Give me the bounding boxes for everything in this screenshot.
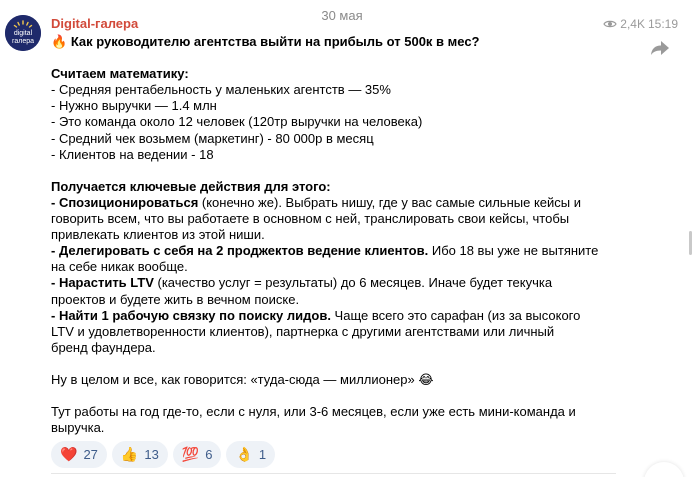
- action-2-line-2: на себе никак вообще.: [51, 259, 188, 275]
- action-3-rest: (качество услуг = результаты) до 6 месяцев. Иначе будет текучка: [153, 275, 553, 291]
- message-time: 15:19: [647, 17, 678, 31]
- action-4-bold: - Найти 1 рабочую связку по поиску лидов.: [51, 307, 331, 323]
- scroll-down-button[interactable]: [644, 462, 684, 477]
- reaction-count: 13: [144, 447, 159, 462]
- channel-avatar[interactable]: [5, 15, 41, 51]
- closing-text: Ну в целом и все, как говорится: «туда-сюда — миллионер»: [51, 371, 415, 387]
- avatar-logo-icon: [5, 15, 41, 51]
- reaction-heart[interactable]: [51, 441, 107, 468]
- avatar-text-1: digital: [13, 30, 33, 37]
- laughing-emoji: 😂: [418, 371, 434, 387]
- reaction-count: 27: [83, 447, 98, 462]
- final-line-1: Тут работы на год где-то, если с нуля, или 3-6 месяцев, если уже есть мини-команда и: [51, 404, 576, 420]
- action-4-rest: Чаще всего это сарафан (из за высокого: [330, 307, 581, 323]
- message-meta: [603, 17, 678, 31]
- share-button[interactable]: [650, 40, 672, 58]
- views-count: 2,4K: [620, 17, 645, 31]
- reaction-thumbs-up[interactable]: [112, 441, 168, 468]
- message-divider: [51, 473, 616, 474]
- heart-emoji: ❤️: [60, 446, 78, 462]
- math-item: - Это команда около 12 человек (120тр выручки на человека): [51, 114, 423, 130]
- math-heading: Считаем математику:: [51, 66, 189, 82]
- scrollbar-thumb[interactable]: [689, 231, 692, 255]
- action-1: [51, 195, 621, 211]
- closing-line: [51, 372, 621, 388]
- ok-hand-emoji: 👌: [235, 446, 253, 462]
- channel-name[interactable]: Digital-галера: [51, 16, 139, 31]
- eye-icon: [603, 19, 617, 29]
- final-line-2: выручка.: [51, 420, 105, 436]
- action-3: [51, 275, 621, 291]
- action-1-rest: (конечно же). Выбрать нишу, где у вас самые сильные кейсы и: [198, 194, 581, 210]
- math-item: - Средний чек возьмем (маркетинг) - 80 000р в месяц: [51, 130, 374, 146]
- action-1-bold: - Спозиционироваться: [51, 194, 199, 210]
- reaction-count: 6: [205, 447, 213, 462]
- message-title: Как руководителю агентства выйти на прибыль от 500к в мес?: [70, 34, 480, 49]
- action-3-line-2: проектов и будете жить в вечном поиске.: [51, 291, 300, 307]
- message-title-line: [51, 34, 621, 50]
- avatar-text-2: галера: [11, 38, 35, 45]
- action-2: [51, 243, 621, 259]
- reaction-count: 1: [258, 447, 267, 462]
- action-3-bold: - Нарастить LTV: [51, 275, 154, 291]
- fire-emoji: 🔥: [51, 34, 68, 49]
- action-1-line-3: привлекать клиентов из этой ниши.: [51, 227, 265, 243]
- action-4: [51, 308, 621, 324]
- date-header: 30 мая: [321, 8, 363, 23]
- actions-heading: Получается ключевые действия для этого:: [51, 178, 331, 194]
- thumbs-up-emoji: 👍: [120, 446, 139, 462]
- math-item: - Нужно выручки — 1.4 млн: [51, 98, 217, 114]
- reactions-bar: [51, 441, 275, 468]
- action-4-line-3: бренд фаундера.: [51, 339, 156, 355]
- action-1-line-2: говорить всем, что вы работаете в основном с ней, транслировать свои кейсы, чтобы: [51, 211, 570, 227]
- reaction-ok-hand[interactable]: [226, 441, 275, 468]
- action-2-bold: - Делегировать с себя на 2 проджектов ведение клиентов.: [51, 243, 429, 259]
- action-2-rest: Ибо 18 вы уже не вытяните: [428, 243, 599, 259]
- math-item: - Средняя рентабельность у маленьких агентств — 35%: [51, 82, 391, 98]
- reaction-hundred[interactable]: [173, 441, 222, 468]
- message-text: [51, 34, 621, 436]
- math-item: - Клиентов на ведении - 18: [51, 146, 214, 162]
- action-4-line-2: LTV и удовлетворенности клиентов), партнерка с другими агентствами или личный: [51, 323, 555, 339]
- hundred-emoji: 💯: [181, 446, 200, 462]
- share-arrow-icon: [650, 40, 670, 56]
